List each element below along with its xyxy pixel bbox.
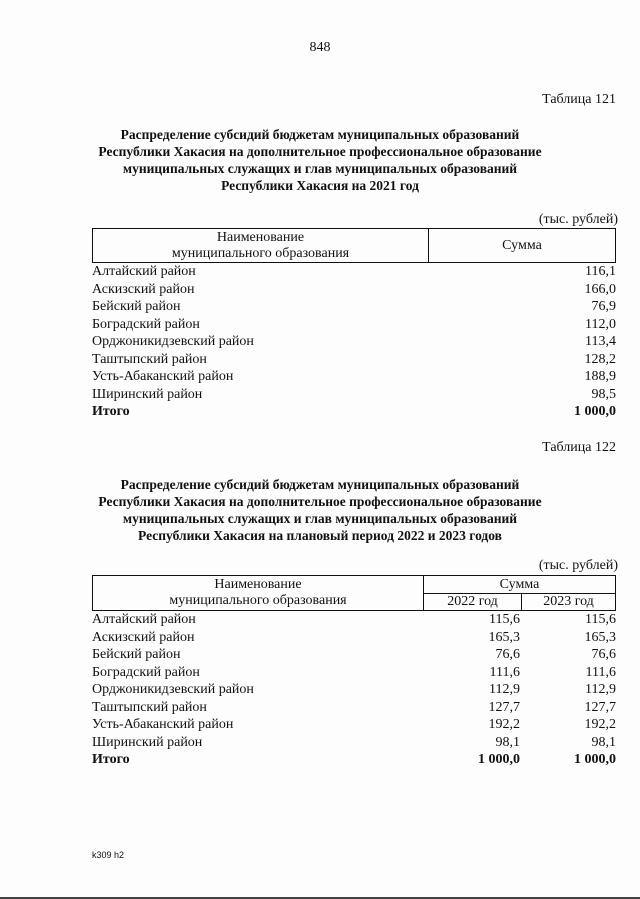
row-value-2022: 165,3 — [488, 629, 520, 645]
row-value-2023: 127,7 — [584, 699, 616, 715]
table-row — [92, 734, 616, 752]
row-name: Усть-Абаканский район — [92, 369, 234, 384]
table-122-title — [70, 476, 570, 544]
table-row — [92, 298, 616, 316]
total-value: 1 000,0 — [574, 404, 616, 419]
table-row — [92, 681, 616, 699]
table-122-header — [92, 575, 616, 611]
row-name: Орджоникидзевский район — [92, 682, 254, 697]
total-name: Итого — [92, 752, 130, 767]
row-value-2022: 112,9 — [489, 682, 520, 697]
table-121-body — [92, 263, 616, 421]
row-value: 76,9 — [591, 299, 616, 314]
row-name: Бейский район — [92, 299, 181, 314]
row-name: Боградский район — [92, 664, 200, 680]
header-name-cell — [93, 576, 424, 611]
row-value: 188,9 — [584, 369, 616, 384]
header-sum-cell: Сумма — [424, 576, 616, 594]
row-value-2022: 127,7 — [488, 699, 520, 715]
total-value-2022: 1 000,0 — [478, 752, 520, 767]
row-name: Ширинский район — [92, 734, 203, 750]
row-value: 116,1 — [585, 264, 616, 279]
table-121-header — [92, 228, 616, 263]
header-name-line2: муниципального образования — [169, 593, 347, 608]
table-row — [92, 333, 616, 351]
table-row — [92, 699, 616, 717]
row-value-2022: 76,6 — [495, 647, 520, 662]
total-row — [92, 403, 616, 421]
title-line: Республики Хакасия на плановый период 2022 и 2023 годов — [138, 528, 502, 543]
title-line: Республики Хакасия на 2021 год — [221, 178, 419, 193]
table-122-units: (тыс. рублей) — [538, 558, 618, 573]
table-row — [92, 386, 616, 404]
footer-code: k309 h2 — [92, 850, 125, 860]
row-value-2022: 111,6 — [489, 664, 520, 680]
row-name: Алтайский район — [92, 264, 196, 279]
row-name: Боградский район — [92, 316, 200, 332]
header-name-line1: Наименование — [216, 229, 305, 245]
total-row — [92, 751, 616, 769]
header-name-cell — [93, 229, 429, 263]
header-year-2022: 2022 год — [424, 594, 522, 611]
total-value-2023: 1 000,0 — [574, 752, 616, 767]
row-value-2023: 115,6 — [585, 612, 616, 627]
row-name: Бейский район — [92, 647, 181, 662]
table-122-body — [92, 611, 616, 769]
row-value: 98,5 — [591, 386, 616, 402]
row-name: Усть-Абаканский район — [92, 717, 234, 732]
table-row — [92, 611, 616, 629]
row-value-2023: 112,9 — [585, 682, 616, 697]
row-value-2022: 192,2 — [488, 717, 520, 732]
table-row — [92, 664, 616, 682]
row-value: 166,0 — [584, 281, 616, 297]
table-row — [92, 351, 616, 369]
table-121-label: Таблица 121 — [542, 92, 616, 107]
title-line: муниципальных служащих и глав муниципальных образований — [122, 161, 518, 176]
row-value-2023: 98,1 — [591, 734, 616, 750]
row-name: Аскизский район — [92, 281, 195, 297]
row-name: Таштыпский район — [92, 351, 207, 367]
title-line: Республики Хакасия на дополнительное профессиональное образование — [98, 144, 542, 159]
table-row — [92, 281, 616, 299]
row-name: Таштыпский район — [92, 699, 207, 715]
row-name: Орджоникидзевский район — [92, 334, 254, 349]
table-122-label: Таблица 122 — [542, 440, 616, 455]
table-121-title — [70, 126, 570, 194]
header-year-2023: 2023 год — [522, 594, 616, 611]
table-row — [92, 316, 616, 334]
row-value: 112,0 — [585, 316, 616, 332]
row-value-2023: 192,2 — [584, 717, 616, 732]
row-value: 113,4 — [585, 334, 616, 349]
header-name-line2: муниципального образования — [171, 245, 350, 261]
table-row — [92, 263, 616, 281]
row-value: 128,2 — [584, 351, 616, 367]
header-sum-cell: Сумма — [429, 229, 616, 263]
row-name: Аскизский район — [92, 629, 195, 645]
table-row — [92, 716, 616, 734]
row-value-2023: 111,6 — [585, 664, 616, 680]
table-121-units: (тыс. рублей) — [538, 212, 618, 227]
title-line: Республики Хакасия на дополнительное профессиональное образование — [98, 494, 542, 509]
total-name: Итого — [92, 404, 130, 419]
title-line: Распределение субсидий бюджетам муниципальных образований — [120, 477, 520, 492]
row-value-2023: 165,3 — [584, 629, 616, 645]
table-row — [92, 368, 616, 386]
header-name-line1: Наименование — [214, 577, 302, 592]
table-row — [92, 629, 616, 647]
title-line: Распределение субсидий бюджетам муниципальных образований — [120, 127, 520, 142]
row-value-2023: 76,6 — [591, 647, 616, 662]
title-line: муниципальных служащих и глав муниципальных образований — [122, 511, 518, 526]
page-number: 848 — [309, 40, 331, 55]
row-name: Алтайский район — [92, 612, 196, 627]
row-value-2022: 98,1 — [495, 734, 520, 750]
row-name: Ширинский район — [92, 386, 203, 402]
row-value-2022: 115,6 — [489, 612, 520, 627]
table-row — [92, 646, 616, 664]
